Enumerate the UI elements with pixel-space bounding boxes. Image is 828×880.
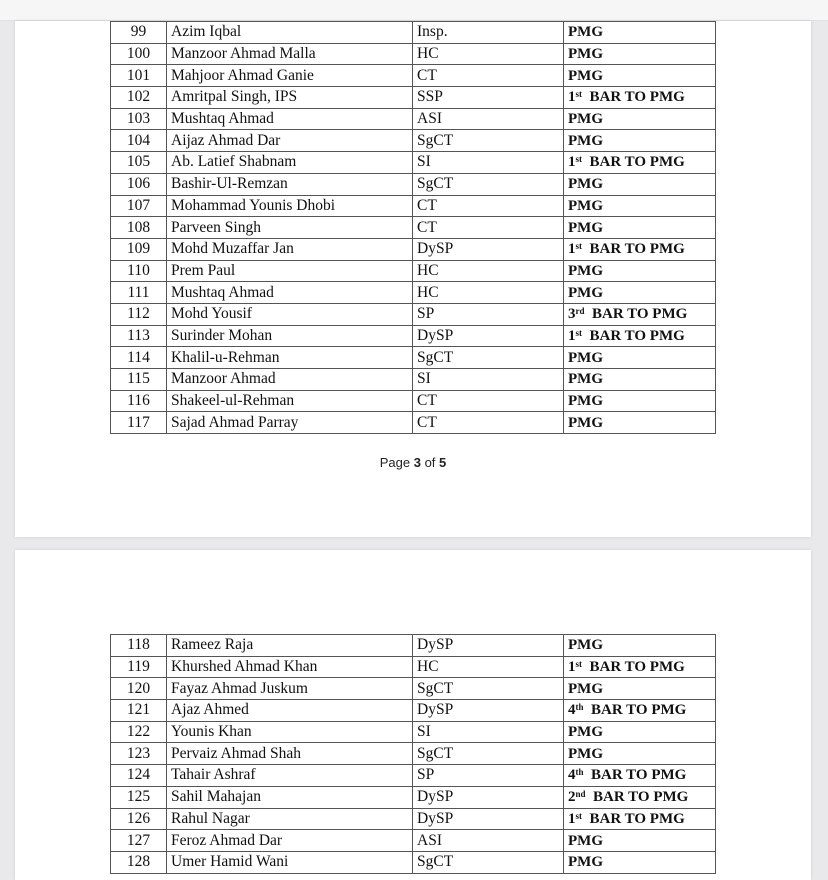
rank-cell: HC (413, 656, 564, 678)
footer-current-page: 3 (413, 455, 421, 470)
award-text: PMG (568, 176, 603, 193)
table-row (111, 303, 716, 325)
name-cell: Ab. Latief Shabnam (167, 152, 413, 174)
name-cell: Mohd Yousif (167, 303, 413, 325)
serial-number-cell: 101 (111, 65, 167, 87)
award-text: PMG (568, 132, 603, 149)
award-text: PMG (568, 680, 603, 697)
viewer-top-bar (0, 0, 828, 21)
table-row (111, 282, 716, 304)
table-row (111, 325, 716, 347)
rank-cell: DySP (413, 700, 564, 722)
name-cell: Umer Hamid Wani (167, 851, 413, 873)
award-cell (564, 282, 716, 304)
serial-number-cell: 108 (111, 217, 167, 239)
serial-number-cell: 113 (111, 325, 167, 347)
serial-number-cell: 127 (111, 830, 167, 852)
award-cell (564, 303, 716, 325)
document-page-4 (15, 550, 811, 880)
serial-number-cell: 106 (111, 173, 167, 195)
name-cell: Surinder Mohan (167, 325, 413, 347)
footer-middle: of (420, 455, 440, 470)
serial-number-cell: 110 (111, 260, 167, 282)
award-cell (564, 851, 716, 873)
rank-cell: ASI (413, 108, 564, 130)
award-cell (564, 108, 716, 130)
rank-cell: DySP (413, 808, 564, 830)
rank-cell: SI (413, 721, 564, 743)
award-cell (564, 743, 716, 765)
rank-cell: SP (413, 303, 564, 325)
award-text: BAR TO PMG (591, 702, 687, 719)
table-row (111, 656, 716, 678)
serial-number-cell: 117 (111, 412, 167, 434)
table-row (111, 369, 716, 391)
rank-cell: CT (413, 390, 564, 412)
table-row (111, 22, 716, 44)
awards-table-page-3 (110, 21, 716, 434)
rank-cell: SgCT (413, 678, 564, 700)
name-cell: Pervaiz Ahmad Shah (167, 743, 413, 765)
rank-cell: SgCT (413, 347, 564, 369)
award-text: PMG (568, 111, 603, 128)
award-text: BAR TO PMG (589, 327, 685, 344)
table-row (111, 412, 716, 434)
award-text: PMG (568, 219, 603, 236)
rank-cell: SP (413, 765, 564, 787)
bar-ordinal: 1st (568, 810, 582, 827)
table-row (111, 808, 716, 830)
table-row (111, 678, 716, 700)
serial-number-cell: 128 (111, 851, 167, 873)
rank-cell: DySP (413, 635, 564, 657)
table-row (111, 765, 716, 787)
rank-cell: CT (413, 217, 564, 239)
rank-cell: SgCT (413, 130, 564, 152)
name-cell: Younis Khan (167, 721, 413, 743)
name-cell: Amritpal Singh, IPS (167, 87, 413, 109)
rank-cell: CT (413, 195, 564, 217)
footer-total-pages: 5 (439, 455, 447, 470)
table-row (111, 217, 716, 239)
table-row (111, 830, 716, 852)
table-row (111, 743, 716, 765)
serial-number-cell: 124 (111, 765, 167, 787)
award-text: PMG (568, 24, 603, 41)
award-cell (564, 65, 716, 87)
serial-number-cell: 104 (111, 130, 167, 152)
award-cell (564, 152, 716, 174)
table-row (111, 173, 716, 195)
serial-number-cell: 123 (111, 743, 167, 765)
award-cell (564, 130, 716, 152)
serial-number-cell: 116 (111, 390, 167, 412)
award-cell (564, 635, 716, 657)
table-row (111, 65, 716, 87)
award-text: PMG (568, 284, 603, 301)
award-text: BAR TO PMG (589, 154, 685, 171)
bar-ordinal: 1st (568, 327, 582, 344)
award-text: PMG (568, 414, 603, 431)
award-text: BAR TO PMG (591, 767, 687, 784)
name-cell: Sahil Mahajan (167, 786, 413, 808)
serial-number-cell: 105 (111, 152, 167, 174)
table-row (111, 238, 716, 260)
award-cell (564, 217, 716, 239)
name-cell: Mohd Muzaffar Jan (167, 238, 413, 260)
award-text: BAR TO PMG (589, 241, 685, 258)
table-row (111, 786, 716, 808)
table-row (111, 700, 716, 722)
name-cell: Bashir-Ul-Remzan (167, 173, 413, 195)
name-cell: Khalil-u-Rehman (167, 347, 413, 369)
bar-ordinal: 4th (568, 767, 584, 784)
award-cell (564, 765, 716, 787)
award-text: PMG (568, 854, 603, 871)
rank-cell: DySP (413, 238, 564, 260)
table-row (111, 721, 716, 743)
serial-number-cell: 102 (111, 87, 167, 109)
serial-number-cell: 99 (111, 22, 167, 44)
bar-ordinal: 2nd (568, 789, 586, 806)
award-cell (564, 173, 716, 195)
award-cell (564, 325, 716, 347)
rank-cell: Insp. (413, 22, 564, 44)
rank-cell: SSP (413, 87, 564, 109)
table-row (111, 260, 716, 282)
name-cell: Parveen Singh (167, 217, 413, 239)
rank-cell: SgCT (413, 851, 564, 873)
name-cell: Aijaz Ahmad Dar (167, 130, 413, 152)
rank-cell: ASI (413, 830, 564, 852)
table-row (111, 390, 716, 412)
award-cell (564, 195, 716, 217)
award-text: PMG (568, 262, 603, 279)
award-cell (564, 700, 716, 722)
award-cell (564, 22, 716, 44)
name-cell: Rahul Nagar (167, 808, 413, 830)
rank-cell: HC (413, 43, 564, 65)
rank-cell: SI (413, 369, 564, 391)
award-text: PMG (568, 67, 603, 84)
name-cell: Sajad Ahmad Parray (167, 412, 413, 434)
award-text: PMG (568, 371, 603, 388)
table-row (111, 195, 716, 217)
table-row (111, 108, 716, 130)
award-cell (564, 721, 716, 743)
award-cell (564, 390, 716, 412)
award-text: PMG (568, 349, 603, 366)
rank-cell: SgCT (413, 743, 564, 765)
award-text: PMG (568, 46, 603, 63)
footer-prefix: Page (379, 455, 414, 470)
serial-number-cell: 121 (111, 700, 167, 722)
award-text: BAR TO PMG (589, 89, 685, 106)
table-row (111, 347, 716, 369)
bar-ordinal: 1st (568, 241, 582, 258)
award-cell (564, 87, 716, 109)
rank-cell: CT (413, 412, 564, 434)
table-row (111, 851, 716, 873)
award-text: PMG (568, 637, 603, 654)
name-cell: Azim Iqbal (167, 22, 413, 44)
table-row (111, 152, 716, 174)
name-cell: Manzoor Ahmad Malla (167, 43, 413, 65)
serial-number-cell: 125 (111, 786, 167, 808)
bar-ordinal: 1st (568, 659, 582, 676)
award-cell (564, 369, 716, 391)
name-cell: Khurshed Ahmad Khan (167, 656, 413, 678)
award-cell (564, 43, 716, 65)
name-cell: Mohammad Younis Dhobi (167, 195, 413, 217)
awards-table-page-4 (110, 634, 716, 874)
serial-number-cell: 118 (111, 635, 167, 657)
name-cell: Ajaz Ahmed (167, 700, 413, 722)
document-page-3 (15, 21, 811, 537)
award-text: PMG (568, 393, 603, 410)
award-text: BAR TO PMG (592, 306, 688, 323)
serial-number-cell: 126 (111, 808, 167, 830)
serial-number-cell: 122 (111, 721, 167, 743)
award-text: BAR TO PMG (593, 789, 689, 806)
serial-number-cell: 119 (111, 656, 167, 678)
bar-ordinal: 3rd (568, 306, 585, 323)
name-cell: Shakeel-ul-Rehman (167, 390, 413, 412)
rank-cell: HC (413, 260, 564, 282)
table-row (111, 87, 716, 109)
award-cell (564, 656, 716, 678)
award-cell (564, 786, 716, 808)
award-cell (564, 260, 716, 282)
bar-ordinal: 1st (568, 89, 582, 106)
award-text: PMG (568, 724, 603, 741)
serial-number-cell: 109 (111, 238, 167, 260)
name-cell: Mahjoor Ahmad Ganie (167, 65, 413, 87)
award-text: BAR TO PMG (589, 659, 685, 676)
name-cell: Feroz Ahmad Dar (167, 830, 413, 852)
serial-number-cell: 114 (111, 347, 167, 369)
name-cell: Prem Paul (167, 260, 413, 282)
award-text: PMG (568, 745, 603, 762)
serial-number-cell: 107 (111, 195, 167, 217)
bar-ordinal: 4th (568, 702, 584, 719)
award-cell (564, 412, 716, 434)
rank-cell: SgCT (413, 173, 564, 195)
page-number-footer (15, 455, 811, 470)
award-text: PMG (568, 197, 603, 214)
serial-number-cell: 111 (111, 282, 167, 304)
name-cell: Mushtaq Ahmad (167, 282, 413, 304)
award-cell (564, 347, 716, 369)
name-cell: Manzoor Ahmad (167, 369, 413, 391)
rank-cell: DySP (413, 786, 564, 808)
rank-cell: HC (413, 282, 564, 304)
name-cell: Mushtaq Ahmad (167, 108, 413, 130)
rank-cell: CT (413, 65, 564, 87)
rank-cell: DySP (413, 325, 564, 347)
table-row (111, 43, 716, 65)
serial-number-cell: 103 (111, 108, 167, 130)
rank-cell: SI (413, 152, 564, 174)
bar-ordinal: 1st (568, 154, 582, 171)
serial-number-cell: 115 (111, 369, 167, 391)
award-cell (564, 830, 716, 852)
award-text: PMG (568, 832, 603, 849)
serial-number-cell: 100 (111, 43, 167, 65)
table-row (111, 130, 716, 152)
serial-number-cell: 120 (111, 678, 167, 700)
name-cell: Tahair Ashraf (167, 765, 413, 787)
award-cell (564, 238, 716, 260)
award-cell (564, 678, 716, 700)
serial-number-cell: 112 (111, 303, 167, 325)
award-text: BAR TO PMG (589, 810, 685, 827)
award-cell (564, 808, 716, 830)
name-cell: Fayaz Ahmad Juskum (167, 678, 413, 700)
table-row (111, 635, 716, 657)
name-cell: Rameez Raja (167, 635, 413, 657)
